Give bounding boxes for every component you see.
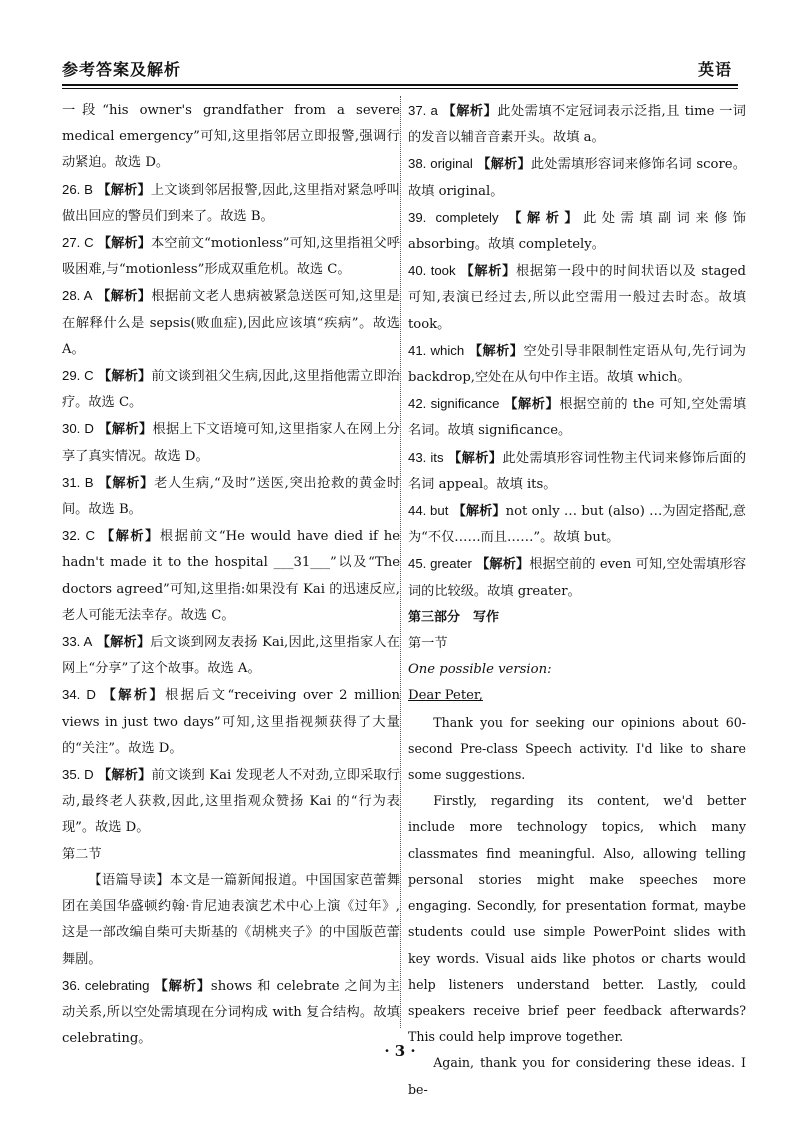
passage-guide: 【语篇导读】本文是一篇新闻报道。中国国家芭蕾舞团在美国华盛顿约翰·肯尼迪表演艺术中心上演《过年》,这是一部改编自柴可夫斯基的《胡桃夹子》的中国版芭蕾舞剧。 (62, 872, 400, 967)
answer-42 (408, 391, 746, 444)
answer-40 (408, 258, 746, 338)
answer-text: 根据上下文语境可知,这里指家人在网上分享了真实情况。故选 D。 (62, 422, 400, 464)
answer-34 (62, 682, 400, 762)
page-number: · 3 · (384, 1042, 416, 1060)
right-column (408, 98, 746, 1103)
answer-44 (408, 498, 746, 551)
analysis-tag: 【解析】 (96, 635, 151, 651)
answer-number: 33. A (62, 634, 93, 650)
answer-text: 根据空前的 even 可知,空处需填形容词的比较级。故填 greater。 (408, 557, 747, 599)
answer-number: 32. C (62, 528, 96, 544)
answer-number: 44. but (408, 503, 449, 519)
answer-text: 空处引导非限制性定语从句,先行词为 backdrop,空处在从句中作主语。故填 which。 (408, 343, 746, 386)
analysis-tag: 【解析】 (97, 289, 152, 305)
answer-text: 本空前文“motionless”可知,这里指祖父呼吸困难,与“motionless”形成双重危机。故选 C。 (62, 236, 400, 278)
answer-text: 老人生病,“及时”送医,突出抢救的黄金时间。故选 B。 (62, 475, 401, 518)
analysis-tag: 【解析】 (100, 529, 160, 545)
column-divider (400, 96, 401, 1028)
analysis-tag: 【解析】 (98, 768, 152, 784)
answer-35 (62, 762, 400, 842)
answer-text: 根据空前的 the 可知,空处需填名词。故填 significance。 (408, 397, 747, 439)
writing-section-heading: 第一节 (408, 636, 448, 652)
answer-number: 39. completely (408, 209, 499, 225)
left-column (62, 98, 400, 1052)
answer-number: 34. D (62, 687, 96, 703)
answer-text: 此处需填不定冠词表示泛指,且 time 一词的发音以辅音音素开头。故填 a。 (408, 104, 746, 146)
analysis-tag: 【解析】 (508, 210, 584, 226)
answer-number: 28. A (62, 288, 93, 304)
answer-text: 根据后文“receiving over 2 million views in just two days”可知,这里指视频获得了大量的“关注”。故选 D。 (62, 688, 400, 756)
analysis-tag: 【解析】 (98, 475, 155, 491)
continued-paragraph: 一段“his owner's grandfather from a severe medical emergency”可知,这里指邻居立即报警,强调行动紧迫。故选 D。 (62, 103, 400, 171)
answer-text: 前文谈到 Kai 发现老人不对劲,立即采取行动,最终老人获救,因此,这里指观众赞扬 Kai 的“行为表现”。故选 D。 (62, 768, 400, 836)
analysis-tag: 【解析】 (97, 182, 151, 198)
answer-text: 根据前文“He would have died if he hadn't made it to the hospital ___31___”以及“The doctors agreed”可知,这里指:如果没有 Kai 的迅速反应,老人可能无法幸存。故选 C。 (62, 529, 400, 623)
header-rule-thin (62, 88, 738, 89)
answer-number: 27. C (62, 235, 94, 251)
answer-text: not only … but (also) …为固定搭配,意为“不仅……而且……”。故填 but。 (408, 504, 746, 546)
analysis-tag: 【解析】 (504, 397, 560, 413)
page-header (62, 52, 732, 80)
answer-text: 上文谈到邻居报警,因此,这里指对紧急呼叫做出回应的警员们到来了。故选 B。 (62, 182, 400, 224)
letter-paragraph: Firstly, regarding its content, we'd better include more technology topics, which many classmates find meaningful. Also, allowing telling personal stories might make speeches more engaging. Secondly, for presentation format, maybe students could use simple PowerPoint slides with key words. Visual aids like photos or charts would help listeners understand better. Lastly, could speakers receive brief peer feedback afterwards? This could help improve together. (408, 793, 746, 1045)
letter-paragraph: Again, thank you for considering these ideas. I be- (408, 1055, 746, 1097)
analysis-tag: 【解析】 (476, 557, 530, 573)
answer-text: 此处需填副词来修饰 absorbing。故填 completely。 (408, 210, 746, 253)
answer-text: 根据第一段中的时间状语以及 staged 可知,表演已经过去,所以此空需用一般过去时态。故填 took。 (408, 264, 746, 332)
answer-number: 35. D (62, 767, 94, 783)
answer-27 (62, 230, 400, 283)
answer-39 (408, 205, 746, 258)
answer-36 (62, 973, 400, 1053)
version-label: One possible version: (408, 662, 552, 678)
answer-text: 此处需填形容词来修饰名词 score。故填 original。 (408, 157, 746, 199)
analysis-tag: 【解析】 (154, 978, 211, 994)
answer-number: 42. significance (408, 396, 500, 412)
analysis-tag: 【解析】 (448, 450, 503, 466)
answer-number: 36. celebrating (62, 977, 150, 993)
answer-31 (62, 470, 400, 523)
letter-paragraph: Thank you for seeking our opinions about 60-second Pre-class Speech activity. I'd like to share some suggestions. (408, 714, 746, 783)
answer-33 (62, 629, 400, 682)
answer-text: 前文谈到祖父生病,因此,这里指他需立即治疗。故选 C。 (62, 369, 400, 411)
answer-number: 29. C (62, 368, 94, 384)
answer-38 (408, 151, 746, 204)
header-rule (62, 84, 738, 86)
answer-number: 38. original (408, 156, 473, 172)
answer-29 (62, 363, 400, 416)
answer-number: 43. its (408, 449, 444, 465)
answer-number: 31. B (62, 474, 94, 490)
analysis-tag: 【解析】 (97, 236, 151, 252)
analysis-tag: 【解析】 (98, 422, 153, 438)
analysis-tag: 【解析】 (98, 369, 152, 385)
answer-number: 30. D (62, 421, 94, 437)
analysis-tag: 【解析】 (452, 504, 506, 520)
answer-45 (408, 551, 746, 604)
analysis-tag: 【解析】 (442, 104, 498, 119)
answer-30 (62, 416, 400, 469)
answer-text: shows 和 celebrate 之间为主动关系,所以空处需填现在分词构成 with 复合结构。故填 celebrating。 (62, 978, 400, 1047)
answer-number: 40. took (408, 263, 456, 279)
answer-text: 后文谈到网友表扬 Kai,因此,这里指家人在网上“分享”了这个故事。故选 A。 (62, 635, 400, 677)
analysis-tag: 【解析】 (460, 264, 517, 280)
answer-text: 根据前文老人患病被紧急送医可知,这里是在解释什么是 sepsis(败血症),因此应该填“疾病”。故选 A。 (62, 289, 400, 357)
answer-37 (408, 98, 746, 151)
analysis-tag: 【解析】 (102, 688, 166, 704)
header-subject: 英语 (697, 60, 732, 79)
answer-text: 此处需填形容词性物主代词来修饰后面的名词 appeal。故填 its。 (408, 450, 747, 492)
analysis-tag: 【解析】 (468, 343, 524, 359)
analysis-tag: 【解析】 (477, 157, 531, 173)
answer-32 (62, 523, 400, 629)
answer-28 (62, 283, 400, 363)
header-title: 参考答案及解析 (62, 60, 182, 79)
answer-number: 26. B (62, 181, 93, 197)
section-heading: 第二节 (62, 846, 102, 862)
answer-41 (408, 338, 746, 391)
writing-part-title: 第三部分 写作 (408, 609, 500, 625)
answer-number: 41. which (408, 342, 465, 358)
answer-number: 37. a (408, 103, 438, 118)
answer-26 (62, 177, 400, 230)
answer-number: 45. greater (408, 556, 472, 572)
answer-43 (408, 445, 746, 498)
letter-salutation: Dear Peter, (408, 688, 483, 704)
